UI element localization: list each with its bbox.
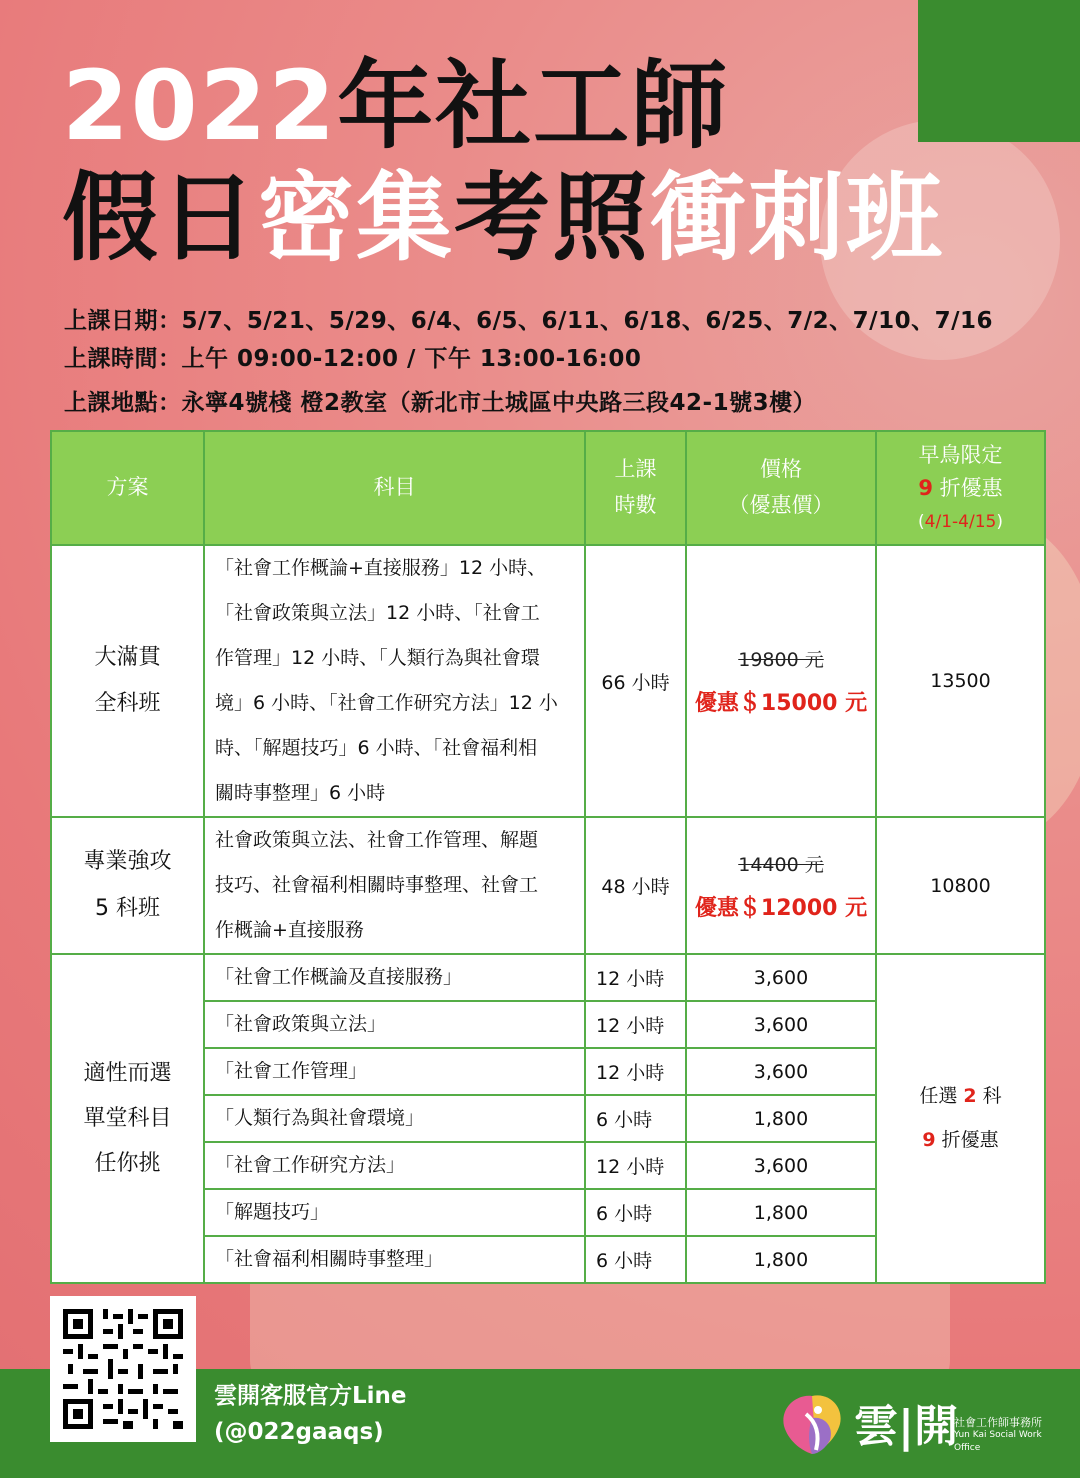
class-dates: 上課日期：5/7、5/21、5/29、6/4、6/5、6/11、6/18、6/25、7/2、7/10、7/16 xyxy=(64,308,994,334)
single-hours: 6 小時 xyxy=(585,1189,686,1236)
single-subject: 「社會工作研究方法」 xyxy=(204,1142,585,1189)
plan-name: 大滿貫 全科班 xyxy=(51,545,204,817)
qr-code-icon xyxy=(63,1309,183,1429)
title-year: 2022 xyxy=(62,50,338,162)
original-price: 14400 元 xyxy=(738,853,824,876)
header-hours: 上課 時數 xyxy=(585,431,686,545)
header-subject: 科目 xyxy=(204,431,585,545)
single-hours: 12 小時 xyxy=(585,954,686,1001)
line-id[interactable]: (@022gaaqs) xyxy=(214,1419,384,1445)
early-bird-price: 10800 xyxy=(876,817,1045,954)
yunkai-logo-icon xyxy=(776,1388,848,1460)
discount-price: 優惠＄15000 元 xyxy=(694,691,868,716)
single-price: 1,800 xyxy=(686,1189,876,1236)
header-plan: 方案 xyxy=(51,431,204,545)
single-price: 3,600 xyxy=(686,954,876,1001)
single-subject: 「社會工作概論及直接服務」 xyxy=(204,954,585,1001)
single-subject: 「人類行為與社會環境」 xyxy=(204,1095,585,1142)
title-line-1 xyxy=(62,50,730,162)
class-location: 上課地點：永寧4號棧 橙2教室（新北市土城區中央路三段42-1號3樓） xyxy=(64,390,817,416)
single-price: 3,600 xyxy=(686,1001,876,1048)
table-row xyxy=(51,817,1045,954)
single-hours: 12 小時 xyxy=(585,1048,686,1095)
header-price: 價格 （優惠價） xyxy=(686,431,876,545)
single-price: 3,600 xyxy=(686,1142,876,1189)
corner-block xyxy=(918,0,1080,142)
single-price: 3,600 xyxy=(686,1048,876,1095)
single-subject: 「社會政策與立法」 xyxy=(204,1001,585,1048)
original-price: 19800 元 xyxy=(738,649,824,671)
single-price: 1,800 xyxy=(686,1236,876,1283)
title-exam: 年社工師 xyxy=(337,50,730,162)
single-price: 1,800 xyxy=(686,1095,876,1142)
line-label-text: 雲開客服官方Line xyxy=(214,1383,407,1409)
title-intensive: 密集 xyxy=(258,162,454,274)
plan-price xyxy=(686,545,876,817)
single-subject: 「解題技巧」 xyxy=(204,1189,585,1236)
plan-price xyxy=(686,817,876,954)
single-subject: 「社會福利相關時事整理」 xyxy=(204,1236,585,1283)
plan-subjects: 「社會工作概論+直接服務」12 小時、 「社會政策與立法」12 小時、「社會工 作管理」12 小時、「人類行為與社會環 境」6 小時、「社會工作研究方法」12 小 時、「解題技巧」6 小時、「社會福利相 關時事整理」6 小時 xyxy=(204,545,585,817)
title-license: 考照 xyxy=(454,162,650,274)
course-table xyxy=(50,430,1046,1284)
early-bird-price: 13500 xyxy=(876,545,1045,817)
single-subject: 「社會工作管理」 xyxy=(204,1048,585,1095)
plan-hours: 66 小時 xyxy=(585,545,686,817)
plan-hours: 48 小時 xyxy=(585,817,686,954)
single-hours: 12 小時 xyxy=(585,1001,686,1048)
title-holiday: 假日 xyxy=(62,162,258,274)
plan-name: 專業強攻 5 科班 xyxy=(51,817,204,954)
early-bird-offer: 任選 2 科 9 折優惠 xyxy=(876,954,1045,1283)
company-logo xyxy=(776,1384,1056,1464)
single-hours: 12 小時 xyxy=(585,1142,686,1189)
class-time: 上課時間：上午 09:00-12:00 / 下午 13:00-16:00 xyxy=(64,346,642,372)
table-header-row xyxy=(51,431,1045,545)
discount-price: 優惠＄12000 元 xyxy=(694,895,868,921)
line-qr-code[interactable] xyxy=(50,1296,196,1442)
single-hours: 6 小時 xyxy=(585,1095,686,1142)
header-early-bird: 早鳥限定 9 折優惠 (4/1-4/15) xyxy=(876,431,1045,545)
plan-subjects: 社會政策與立法、社會工作管理、解題 技巧、社會福利相關時事整理、社會工 作概論+直接服務 xyxy=(204,817,585,954)
plan-name: 適性而選 單堂科目 任你挑 xyxy=(51,954,204,1283)
logo-subtitle: 社會工作師事務所 Yun Kai Social Work Office xyxy=(954,1416,1042,1453)
table-row xyxy=(51,545,1045,817)
title-line-2 xyxy=(62,162,944,274)
table-row xyxy=(51,954,1045,1001)
logo-name: 雲|開 xyxy=(854,1401,959,1452)
line-contact xyxy=(214,1378,407,1450)
single-hours: 6 小時 xyxy=(585,1236,686,1283)
title-sprint: 衝刺班 xyxy=(650,162,944,274)
